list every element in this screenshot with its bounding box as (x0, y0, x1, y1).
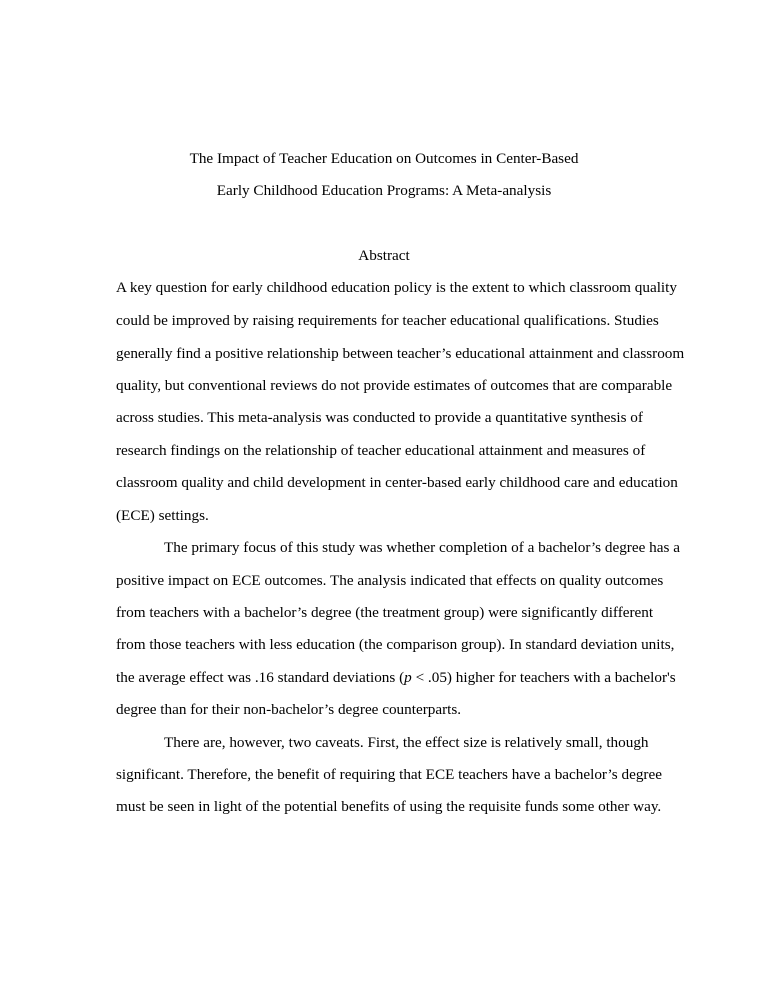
paragraph-3-line: significant. Therefore, the benefit of requiring that ECE teachers have a bachelor’s degree (116, 766, 662, 783)
paragraph-2-line: The primary focus of this study was whether completion of a bachelor’s degree has a (164, 539, 680, 556)
paragraph-1-line: could be improved by raising requirements for teacher educational qualifications. Studies (116, 312, 659, 329)
paragraph-3-line: must be seen in light of the potential benefits of using the requisite funds some other way. (116, 798, 662, 815)
title-line-1: The Impact of Teacher Education on Outcomes in Center-Based (189, 150, 579, 167)
paragraph-2-line: from those teachers with less education (the comparison group). In standard deviation units, (116, 636, 675, 653)
paragraph-1-line: (ECE) settings. (116, 507, 209, 524)
paragraph-1-line: classroom quality and child development in center-based early childhood care and education (116, 474, 678, 491)
p-value-symbol: p (404, 669, 412, 686)
abstract-heading: Abstract (358, 247, 410, 264)
title-line-2: Early Childhood Education Programs: A Meta-analysis (216, 182, 552, 199)
paragraph-1-line: A key question for early childhood education policy is the extent to which classroom quality (116, 279, 677, 296)
paragraph-3-line: There are, however, two caveats. First, the effect size is relatively small, though (164, 734, 649, 751)
paragraph-1-line: quality, but conventional reviews do not provide estimates of outcomes that are comparable (116, 377, 673, 394)
paragraph-1-line: research findings on the relationship of teacher educational attainment and measures of (116, 442, 646, 459)
paragraph-2-line (116, 669, 676, 687)
paragraph-2-line: positive impact on ECE outcomes. The analysis indicated that effects on quality outcomes (116, 572, 664, 589)
paragraph-1-line: generally find a positive relationship between teacher’s educational attainment and classroom (116, 345, 685, 362)
effect-text-after: < .05) higher for teachers with a bachelor's (411, 669, 676, 686)
paragraph-1-line: across studies. This meta-analysis was conducted to provide a quantitative synthesis of (116, 409, 643, 426)
paragraph-2-line: from teachers with a bachelor’s degree (the treatment group) were significantly different (116, 604, 654, 621)
effect-text-before: the average effect was .16 standard deviations ( (116, 669, 405, 686)
paragraph-2-line: degree than for their non-bachelor’s degree counterparts. (116, 701, 462, 718)
